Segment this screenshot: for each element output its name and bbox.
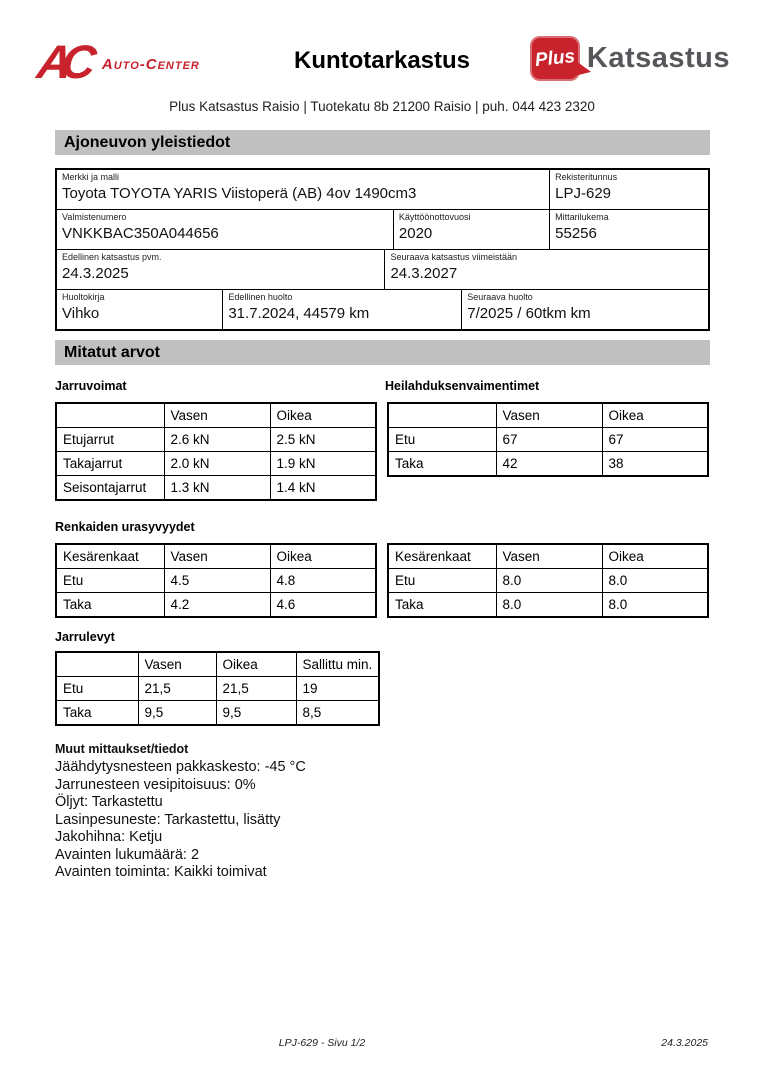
field-label: Huoltokirja [62,292,105,302]
header-cell [56,652,138,677]
tables-row [55,543,710,618]
field-value: 55256 [555,225,597,242]
table-titles-row [55,379,710,393]
field-label: Seuraava huolto [467,292,533,302]
value-cell: 21,5 [138,677,216,701]
field-label: Edellinen katsastus pvm. [62,252,162,262]
plus-katsastus-logo-text: Katsastus [586,42,730,74]
field-first-use-year [393,210,549,249]
table-header-row [388,403,708,428]
vehicle-info-row [57,170,708,209]
header-cell [388,403,496,428]
shock-absorbers-table [387,402,709,477]
header-cell: Vasen [164,403,270,428]
tables-row [55,402,710,501]
field-vin [57,210,393,249]
row-label: Taka [56,593,164,618]
table-row [388,569,708,593]
table-header-row [56,652,379,677]
value-cell: 1.4 kN [270,476,376,501]
page-title: Kuntotarkastus [293,47,471,74]
table-header-row [388,544,708,569]
header-cell: Oikea [602,403,708,428]
value-cell: 67 [602,428,708,452]
table-row [388,593,708,618]
vehicle-info-row [57,249,708,289]
header-cell: Oikea [602,544,708,569]
footer-page-indicator: LPJ-629 - Sivu 1/2 [278,1037,366,1049]
row-label: Seisontajarrut [56,476,164,501]
field-label: Rekisteritunnus [555,172,618,182]
value-cell: 1.9 kN [270,452,376,476]
header-cell: Vasen [138,652,216,677]
value-cell: 4.8 [270,569,376,593]
brake-discs-table [55,651,380,726]
field-label: Mittarilukema [555,212,609,222]
table-row [56,677,379,701]
measurement-line: Lasinpesuneste: Tarkastettu, lisätty [55,811,281,828]
table-header-row [56,403,376,428]
field-label: Seuraava katsastus viimeistään [390,252,517,262]
tire-treads-table-right [387,543,709,618]
station-address-line: Plus Katsastus Raisio | Tuotekatu 8b 21200 Raisio | puh. 044 423 2320 [169,99,595,114]
header-cell: Oikea [270,544,376,569]
field-value: Toyota TOYOTA YARIS Viistoperä (AB) 4ov 1490cm3 [62,185,417,202]
header-cell: Sallittu min. [296,652,379,677]
field-next-inspection [384,250,708,289]
brake-forces-title: Jarruvoimat [55,379,127,393]
row-label: Taka [56,701,138,726]
field-make-model [57,170,549,209]
section-header-vehicle-info: Ajoneuvon yleistiedot [55,130,710,155]
value-cell: 4.2 [164,593,270,618]
vehicle-info-row [57,289,708,329]
other-measurements-list [55,759,710,882]
header-cell: Oikea [216,652,296,677]
field-value: VNKKBAC350A044656 [62,225,219,242]
value-cell: 4.6 [270,593,376,618]
vehicle-info-row [57,209,708,249]
tire-treads-table-left [55,543,377,618]
value-cell: 9,5 [216,701,296,726]
header-cell [56,403,164,428]
header-cell: Oikea [270,403,376,428]
measurement-line: Avainten toiminta: Kaikki toimivat [55,864,267,880]
auto-center-logo-text: Auto-Center [101,56,200,73]
row-label: Etujarrut [56,428,164,452]
table-row [56,701,379,726]
field-next-service [461,290,708,329]
measurement-line: Jakohihna: Ketju [55,829,163,845]
plus-badge-text: Plus [533,45,576,71]
table-row [56,428,376,452]
shock-absorbers-title: Heilahduksenvaimentimet [385,379,540,393]
header-cell: Vasen [496,403,602,428]
field-service-book [57,290,222,329]
value-cell: 2.6 kN [164,428,270,452]
field-previous-inspection [57,250,384,289]
field-odometer [549,210,708,249]
value-cell: 2.0 kN [164,452,270,476]
table-row [388,452,708,477]
field-label: Käyttöönottovuosi [398,212,471,222]
table-row [56,569,376,593]
section-header-measured-values: Mitatut arvot [55,340,710,365]
field-value: Vihko [62,305,100,322]
table-row [56,452,376,476]
value-cell: 19 [296,677,379,701]
auto-center-monogram-icon: AC [34,35,90,88]
value-cell: 4.5 [164,569,270,593]
field-value: 24.3.2027 [390,265,458,282]
table-header-row [56,544,376,569]
value-cell: 21,5 [216,677,296,701]
field-value: 7/2025 / 60tkm km [467,305,591,322]
value-cell: 8.0 [602,593,708,618]
field-label: Merkki ja malli [62,172,120,182]
footer-date: 24.3.2025 [661,1037,708,1049]
row-label: Etu [56,569,164,593]
header-cell: Kesärenkaat [388,544,496,569]
value-cell: 9,5 [138,701,216,726]
value-cell: 42 [496,452,602,477]
row-label: Etu [56,677,138,701]
table-row [56,476,376,501]
measurement-line: Jarrunesteen vesipitoisuus: 0% [55,776,256,793]
row-label: Takajarrut [56,452,164,476]
header-cell: Kesärenkaat [56,544,164,569]
field-label: Valmistenumero [62,212,127,222]
tire-treads-title: Renkaiden urasyvyydet [55,520,195,534]
value-cell: 2.5 kN [270,428,376,452]
value-cell: 8.0 [496,593,602,618]
table-row [56,593,376,618]
field-value: 31.7.2024, 44579 km [228,305,370,322]
value-cell: 38 [602,452,708,477]
measurement-line: Jäähdytysnesteen pakkaskesto: -45 °C [55,759,306,775]
measurement-line: Öljyt: Tarkastettu [55,794,163,810]
field-registration [549,170,708,209]
field-label: Edellinen huolto [228,292,293,302]
brake-discs-title: Jarrulevyt [55,630,115,644]
measurement-line: Avainten lukumäärä: 2 [55,846,200,863]
value-cell: 8,5 [296,701,379,726]
value-cell: 8.0 [496,569,602,593]
row-label: Taka [388,452,496,477]
value-cell: 67 [496,428,602,452]
brake-forces-table [55,402,377,501]
value-cell: 8.0 [602,569,708,593]
row-label: Etu [388,569,496,593]
row-label: Taka [388,593,496,618]
vehicle-info-table [55,168,710,331]
header-cell: Vasen [164,544,270,569]
value-cell: 1.3 kN [164,476,270,501]
field-value: 2020 [398,225,433,242]
field-value: LPJ-629 [555,185,612,202]
report-content [55,0,710,882]
header-cell: Vasen [496,544,602,569]
field-previous-service [222,290,461,329]
field-value: 24.3.2025 [62,265,129,282]
table-row [388,428,708,452]
tables-row [55,651,710,726]
row-label: Etu [388,428,496,452]
other-measurements-title: Muut mittaukset/tiedot [55,742,189,756]
